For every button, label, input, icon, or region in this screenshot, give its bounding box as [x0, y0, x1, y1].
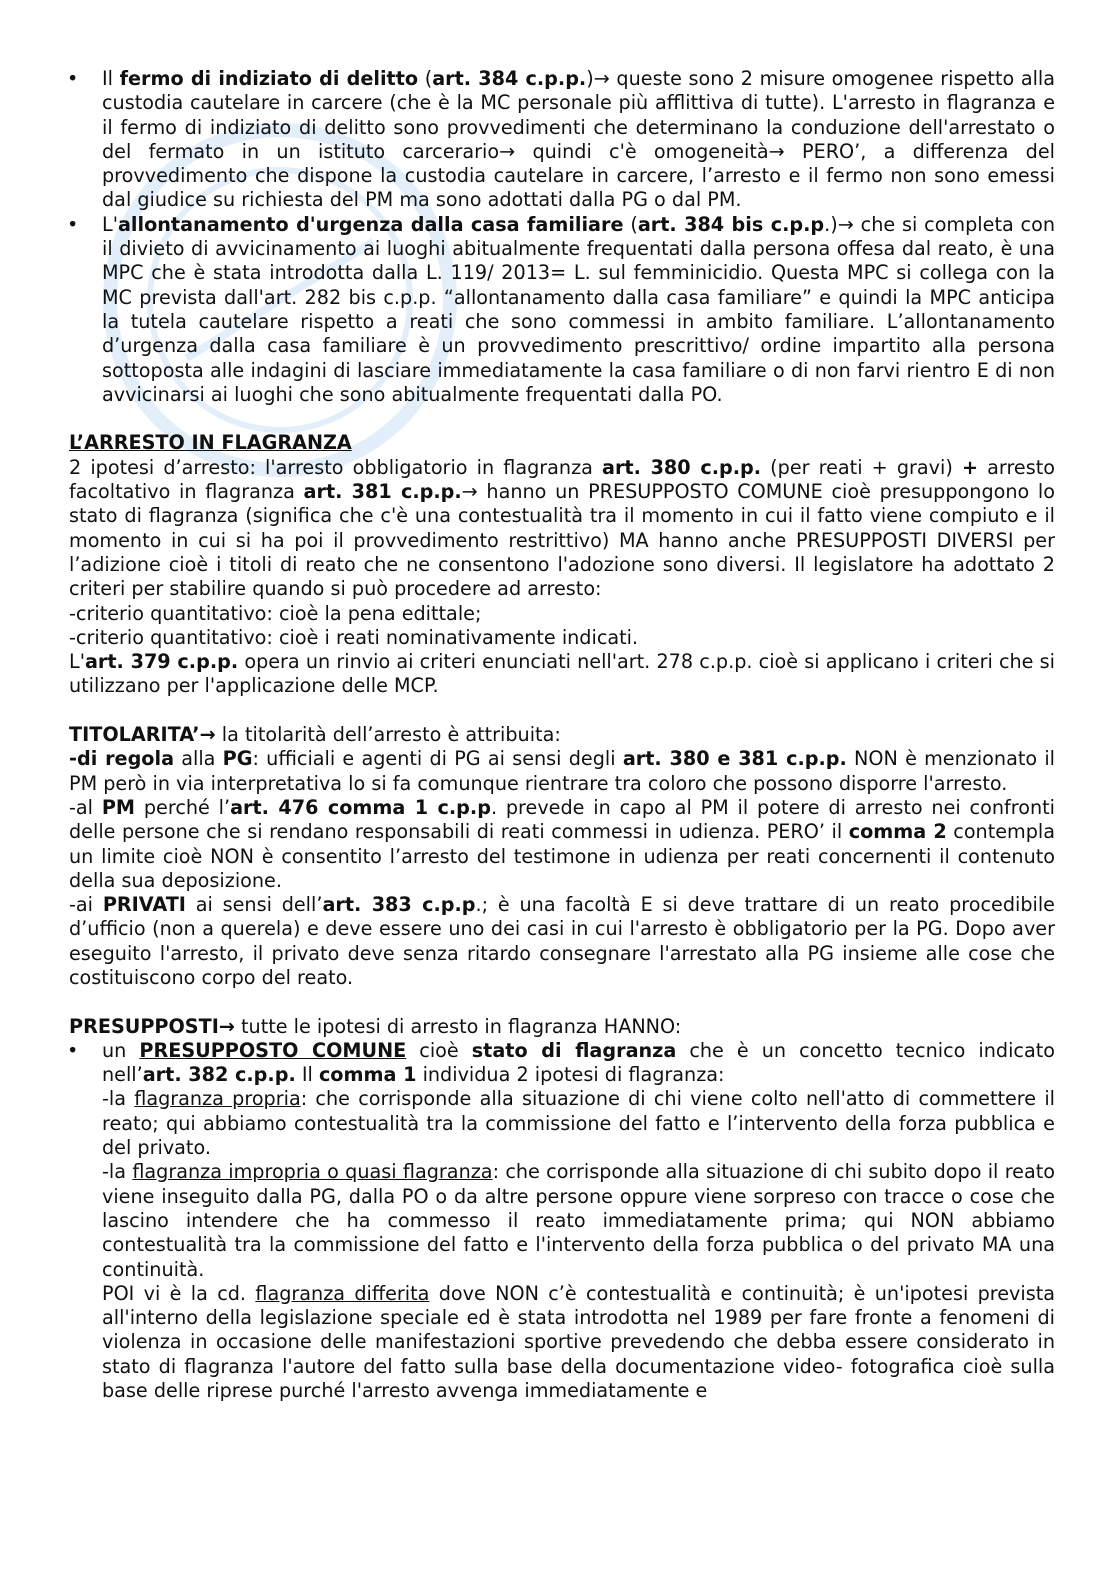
- titolarita-pg: -di regola alla PG: ufficiali e agenti di PG ai sensi degli art. 380 e 381 c.p.p. NON è menzionato il PM però in via interpretativa lo si fa comunque rientrare tra coloro che possono disporre l'arresto.: [69, 747, 1055, 795]
- flagranza-differita: POI vi è la cd. flagranza differita dove NON c’è contestualità e continuità; è un'ipotesi prevista all'interno della legislazione speciale ed è stata introdotta nel 1989 per fare fronte a fenomeni di violenza in occasione delle manifestazioni sportive prevedendo che debba essere considerato in stato di flagranza l'autore del fatto sulla base della documentazione video- fotografica cioè sulla base delle riprese purché l'arresto avvenga immediatamente e: [102, 1281, 1056, 1403]
- bullet-allontanamento: • L'allontanamento d'urgenza dalla casa familiare (art. 384 bis c.p.p.)→ che si completa con il divieto di avvicinamento ai luoghi abitualmente frequentati dalla persona offesa dal reato, è una MPC che è stata introdotta dalla L. 119/ 2013= L. sul femminicidio. Questa MPC si collega con la MC prevista dall'art. 282 bis c.p.p. “allontanamento dalla casa familiare” e quindi la MPC anticipa la tutela cautelare rispetto a reati che sono commessi in ambito familiare. L’allontanamento d’urgenza dalla casa familiare è un provvedimento prescrittivo/ ordine impartito alla persona sottoposta alle indagini di lasciare immediatamente la casa familiare o di non farvi rientro E di non avvicinarsi ai luoghi che sono abitualmente frequentati dalla PO.: [69, 213, 1055, 407]
- paragraph-art-379: L'art. 379 c.p.p. opera un rinvio ai criteri enunciati nell'art. 278 c.p.p. cioè si applicano i criteri che si utilizzano per l'applicazione delle MCP.: [69, 650, 1055, 698]
- heading-arresto: L’ARRESTO IN FLAGRANZA: [69, 431, 352, 455]
- criterio-1: -criterio quantitativo: cioè la pena edittale;: [69, 601, 482, 625]
- heading-presupposti: PRESUPPOSTI→ tutte le ipotesi di arresto in flagranza HANNO:: [69, 1014, 682, 1038]
- document-body: [69, 67, 1055, 1403]
- titolarita-pm: -al PM perché l’art. 476 comma 1 c.p.p. prevede in capo al PM il potere di arresto nei confronti delle persone che si rendano responsabili di reati commessi in udienza. PERO’ il comma 2 contempla un limite cioè NON è consentito l’arresto del testimone in udienza per reati concernenti il contenuto della sua deposizione.: [69, 795, 1056, 892]
- heading-titolarita: TITOLARITA’→ la titolarità dell’arresto è attribuita:: [69, 723, 561, 747]
- flagranza-impropria: -la flagranza impropria o quasi flagranza: che corrisponde alla situazione di chi subito dopo il reato viene inseguito dalla PG, dalla PO o da altre persone oppure viene sorpreso con tracce o cose che lascino intendere che ha commesso il reato immediatamente prima; qui NON abbiamo contestualità tra la commissione del fatto e l'intervento della forza pubblica o del privato MA una continuità.: [102, 1160, 1055, 1281]
- bullet-fermo: • Il fermo di indiziato di delitto (art. 384 c.p.p.)→ queste sono 2 misure omogenee rispetto alla custodia cautelare in carcere (che è la MC personale più afflittiva di tutte). L'arresto in flagranza e il fermo di indiziato di delitto sono provvedimenti che determinano la conduzione dell'arrestato o del fermato in un istituto carcerario→ quindi c'è omogeneità→ PERO’, a differenza del provvedimento che dispone la custodia cautelare in carcere, l’arresto e il fermo non sono emessi dal giudice su richiesta del PM ma sono adottati dalla PG o dal PM.: [69, 67, 1055, 213]
- paragraph-arresto: 2 ipotesi d’arresto: l'arresto obbligatorio in flagranza art. 380 c.p.p. (per reati + gravi) + arresto facoltativo in flagranza art. 381 c.p.p.→ hanno un PRESUPPOSTO COMUNE cioè presuppongono lo stato di flagranza (significa che c'è una contestualità tra il momento in cui il fatto viene compiuto e il momento in cui si ha poi il provvedimento restrittivo) MA hanno anche PRESUPPOSTI DIVERSI per l’adizione cioè i titoli di reato che ne consentono l'adozione sono diversi. Il legislatore ha adottato 2 criteri per stabilire quando si può procedere ad arresto:: [69, 455, 1055, 601]
- flagranza-propria: -la flagranza propria: che corrisponde alla situazione di chi viene colto nell'atto di commettere il reato; qui abbiamo contestualità tra la commissione del fatto e l’intervento della forza pubblica e del privato.: [102, 1087, 1055, 1160]
- criterio-2: -criterio quantitativo: cioè i reati nominativamente indicati.: [69, 625, 639, 649]
- titolarita-privati: -ai PRIVATI ai sensi dell’art. 383 c.p.p.; è una facoltà E si deve trattare di un reato procedibile d’ufficio (non a querela) e deve essere uno dei casi in cui l'arresto è obbligatorio per la PG. Dopo aver eseguito l'arresto, il privato deve senza ritardo consegnare l'arrestato alla PG insieme alle cose che costituiscono corpo del reato.: [69, 893, 1055, 989]
- bullet-presupposto-comune: • un PRESUPPOSTO COMUNE cioè stato di flagranza che è un concetto tecnico indicato nell’art. 382 c.p.p. Il comma 1 individua 2 ipotesi di flagranza: -la flagranza propria: che corrisponde alla situazione di chi viene colto nell'atto di commettere il reato; qui abbiamo contestualità tra la commissione del fatto e l’intervento della forza pubblica e del privato. -la flagranza impropria o quasi flagranza: che corrisponde alla situazione di chi subito dopo il reato viene inseguito dalla PG, dalla PO o da altre persone oppure viene sorpreso con tracce o cose che lascino intendere che ha commesso il reato immediatamente prima; qui NON abbiamo contestualità tra la commissione del fatto e l'intervento della forza pubblica o del privato MA una continuità. POI vi è la cd. flagranza differita dove NON c’è contestualità e continuità; è un'ipotesi prevista all'interno della legislazione speciale ed è stata introdotta nel 1989 per fare fronte a fenomeni di violenza in occasione delle manifestazioni sportive prevedendo che debba essere considerato in stato di flagranza l'autore del fatto sulla base della documentazione video- fotografica cioè sulla base delle riprese purché l'arresto avvenga immediatamente e: [69, 1039, 1055, 1403]
